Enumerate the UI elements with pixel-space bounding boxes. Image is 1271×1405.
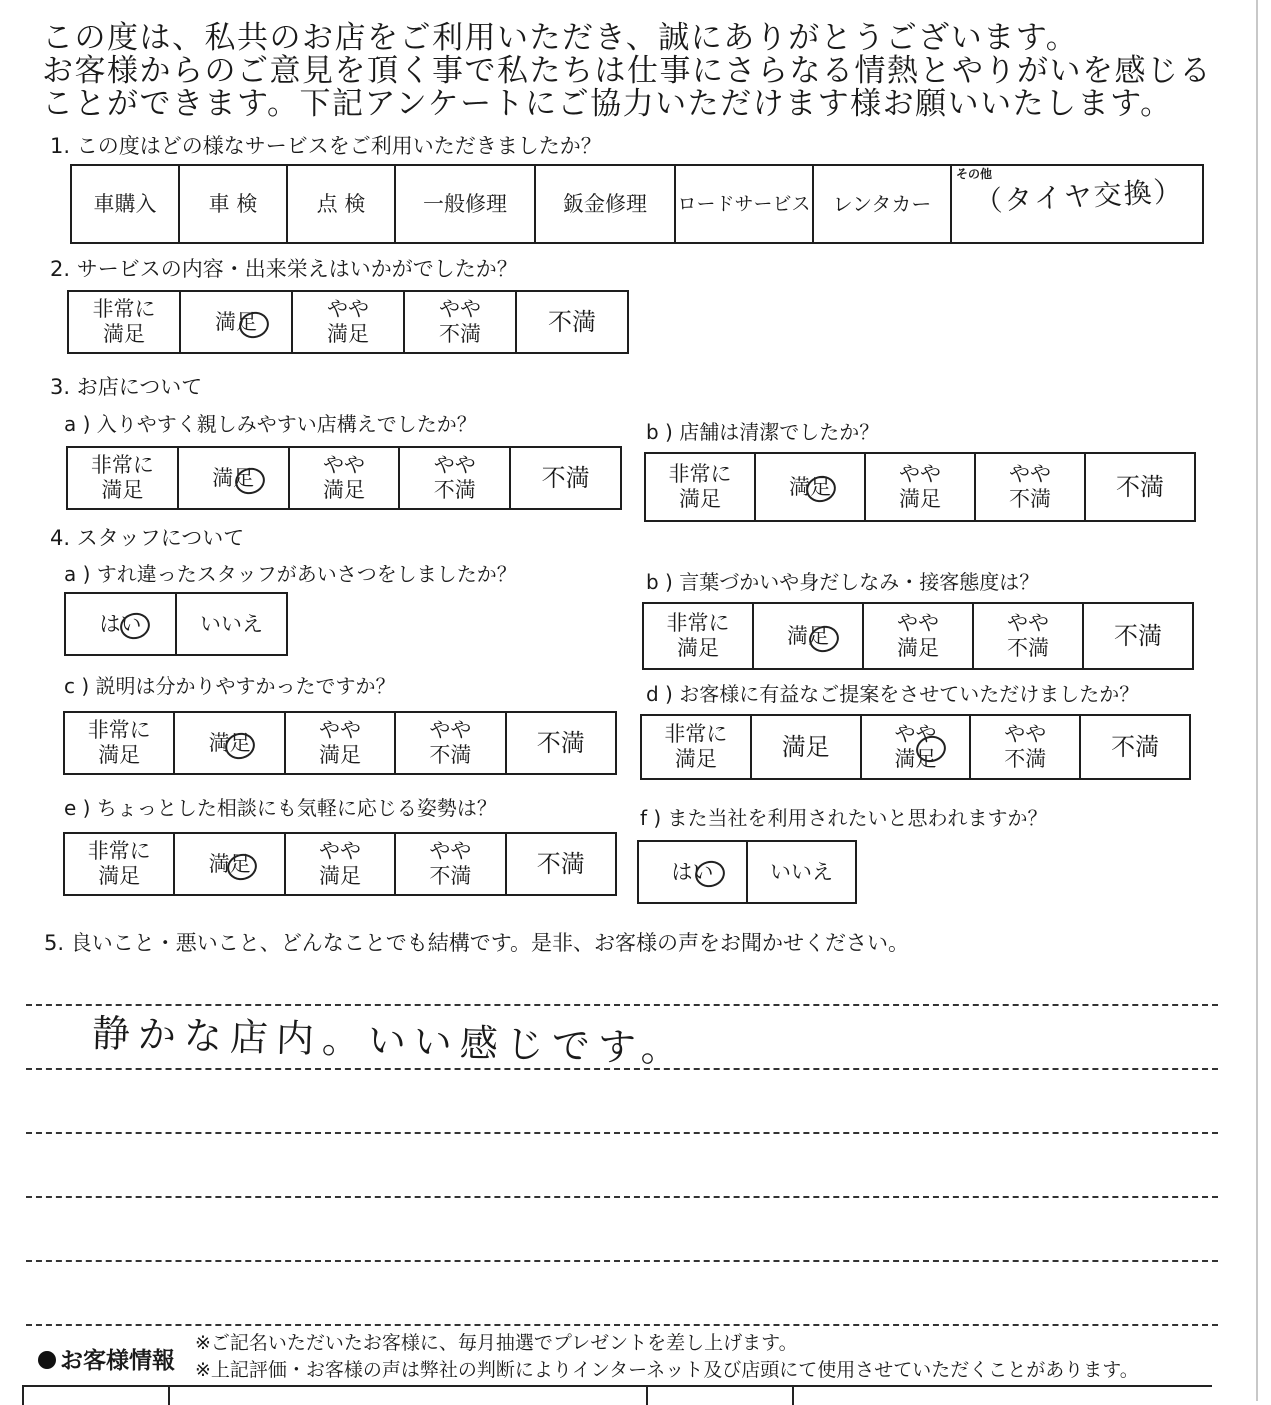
q4c-option-satisfied[interactable]: 満足 [174,712,284,774]
q2-option-satisfied[interactable]: 満足 [180,291,292,353]
q3b-option-dissatisfied[interactable]: 不満 [1085,453,1195,521]
info-note-2: ※上記評価・お客様の声は弊社の判断によりインターネット及び店頭にて使用させていただくことがあります。 [195,1359,1139,1381]
info-table-divider [792,1385,794,1405]
info-table-divider [22,1385,24,1405]
q3a-option-dissatisfied[interactable]: 不満 [510,447,621,509]
info-table-divider [646,1385,648,1405]
q4b-option-very-satisfied[interactable]: 非常に 満足 [643,603,753,669]
q4a-label: a ) すれ違ったスタッフがあいさつをしましたか？ [64,562,517,586]
q2-option-somewhat-satisfied[interactable]: やや 満足 [292,291,404,353]
q2-label: 2. サービスの内容・出来栄えはいかがでしたか？ [50,257,518,281]
q4d-option-satisfied[interactable]: 満足 [751,715,861,779]
q4d-option-very-satisfied[interactable]: 非常に 満足 [641,715,751,779]
q1-other-label: その他 [956,167,993,181]
q4d-option-somewhat-dissatisfied[interactable]: やや 不満 [970,715,1080,779]
q4c-option-somewhat-satisfied[interactable]: やや 満足 [285,712,395,774]
answer-line [26,1132,1218,1134]
q5-label: 5. 良いこと・悪いこと、どんなことでも結構です。是非、お客様の声をお聞かせください。 [44,931,910,955]
q3a-rating-scale [66,446,622,510]
handwritten-comment[interactable]: 静かな店内。いい感じです。 [91,1011,688,1071]
q4d-option-somewhat-satisfied[interactable]: やや 満足 [861,715,971,779]
q3a-option-satisfied[interactable]: 満足 [178,447,289,509]
q4c-rating-scale [63,711,617,775]
info-table-divider [168,1385,170,1405]
q4b-option-somewhat-satisfied[interactable]: やや 満足 [863,603,973,669]
q2-rating-scale [67,290,629,354]
q3b-option-satisfied[interactable]: 満足 [755,453,865,521]
q3a-option-somewhat-dissatisfied[interactable]: やや 不満 [399,447,510,509]
q3a-label: a ) 入りやすく親しみやすい店構えでしたか？ [64,412,477,436]
bullet-icon [38,1351,56,1369]
q4-label: 4. スタッフについて [50,526,245,550]
q4c-option-very-satisfied[interactable]: 非常に 満足 [64,712,174,774]
q4e-rating-scale [63,832,617,896]
q4e-option-satisfied[interactable]: 満足 [174,833,284,895]
answer-line [26,1196,1218,1198]
q4f-option-no[interactable]: いいえ [747,841,856,903]
q4f-yes-no [637,840,857,904]
q3b-label: b ) 店舗は清潔でしたか？ [646,420,880,444]
intro-text [42,22,1242,121]
q2-option-very-satisfied[interactable]: 非常に 満足 [68,291,180,353]
q3b-rating-scale [644,452,1196,522]
q4d-rating-scale [640,714,1191,780]
q4e-option-dissatisfied[interactable]: 不満 [506,833,616,895]
info-note-1: ※ご記名いただいたお客様に、毎月抽選でプレゼントを差し上げます。 [195,1332,798,1354]
q4d-label: d ) お客様に有益なご提案をさせていただけましたか？ [646,682,1140,706]
q1-option-other[interactable] [951,165,1203,243]
intro-line-1: この度は、私共のお店をご利用いただき、誠にありがとうございます。 [42,20,1079,56]
q4b-option-satisfied[interactable]: 満足 [753,603,863,669]
q1-label: 1. この度はどの様なサービスをご利用いただきましたか？ [50,134,602,158]
q1-option-inspection[interactable]: 車 検 [179,165,287,243]
q1-option-car-purchase[interactable]: 車購入 [71,165,179,243]
q4d-option-dissatisfied[interactable]: 不満 [1080,715,1190,779]
q4e-option-somewhat-dissatisfied[interactable]: やや 不満 [395,833,505,895]
q4b-option-somewhat-dissatisfied[interactable]: やや 不満 [973,603,1083,669]
q4f-label: f ) また当社を利用されたいと思われますか？ [640,806,1048,830]
q1-option-check[interactable]: 点 検 [287,165,395,243]
q4e-label: e ) ちょっとした相談にも気軽に応じる姿勢は？ [64,796,497,820]
q3b-option-somewhat-dissatisfied[interactable]: やや 不満 [975,453,1085,521]
customer-info-title: お客様情報 [38,1342,175,1375]
q4a-option-no[interactable]: いいえ [176,593,287,655]
q3b-option-very-satisfied[interactable]: 非常に 満足 [645,453,755,521]
q1-option-rental-car[interactable]: レンタカー [813,165,951,243]
answer-line [26,1260,1218,1262]
q3a-option-very-satisfied[interactable]: 非常に 満足 [67,447,178,509]
q4e-option-very-satisfied[interactable]: 非常に 満足 [64,833,174,895]
q2-option-dissatisfied[interactable]: 不満 [516,291,628,353]
q4c-option-dissatisfied[interactable]: 不満 [506,712,616,774]
q1-service-options [70,164,1204,244]
q4b-label: b ) 言葉づかいや身だしなみ・接客態度は？ [646,570,1040,594]
q3a-option-somewhat-satisfied[interactable]: やや 満足 [289,447,400,509]
q4f-option-yes[interactable]: はい [638,841,747,903]
q2-option-somewhat-dissatisfied[interactable]: やや 不満 [404,291,516,353]
intro-line-3: ことができます。下記アンケートにご協力いただけます様お願いいたします。 [42,86,1173,122]
q4b-rating-scale [642,602,1194,670]
q4c-label: c ) 説明は分かりやすかったですか？ [64,674,396,698]
q1-option-road-service[interactable]: ロードサービス [675,165,813,243]
q4a-option-yes[interactable]: はい [65,593,176,655]
q1-other-value: （タイヤ交換） [973,174,1185,219]
q1-option-body-repair[interactable]: 鈑金修理 [535,165,675,243]
answer-line [26,1324,1218,1326]
q3b-option-somewhat-satisfied[interactable]: やや 満足 [865,453,975,521]
info-table-top-border [22,1385,1212,1387]
q4b-option-dissatisfied[interactable]: 不満 [1083,603,1193,669]
q3-label: 3. お店について [50,375,203,399]
q4a-yes-no [64,592,288,656]
intro-line-2: お客様からのご意見を頂く事で私たちは仕事にさらなる情熱とやりがいを感じる [42,53,1212,89]
page-edge [1256,0,1258,1401]
q4c-option-somewhat-dissatisfied[interactable]: やや 不満 [395,712,505,774]
q4e-option-somewhat-satisfied[interactable]: やや 満足 [285,833,395,895]
q1-option-general-repair[interactable]: 一般修理 [395,165,535,243]
